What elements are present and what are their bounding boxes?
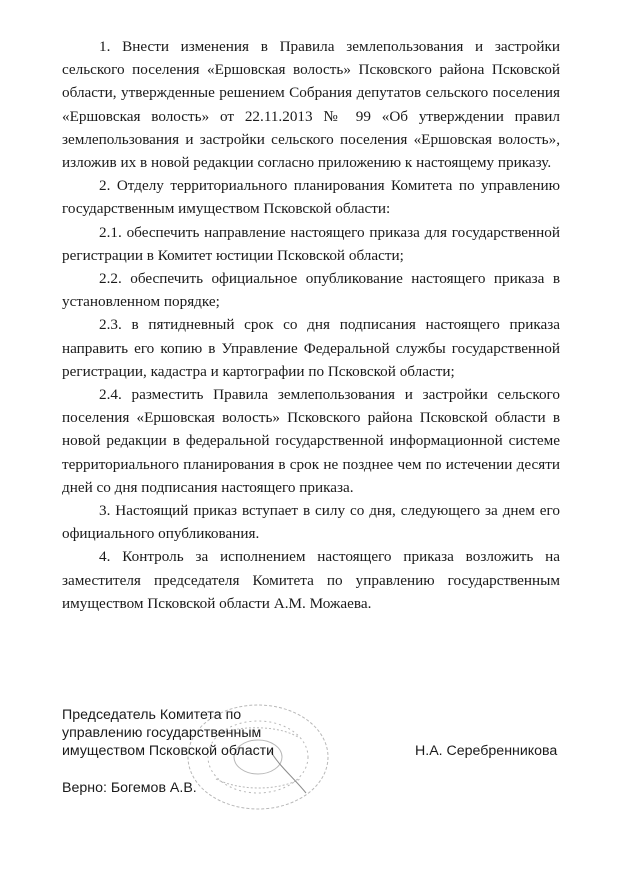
paragraph-4: 4. Контроль за исполнением настоящего приказа возложить на заместителя председателя Комитета по управлению государственным имуществом Псковской области А.М. Можаева. [62,548,560,612]
signer-name: Н.А. Серебренникова [415,743,558,759]
paragraph-2-2: 2.2. обеспечить официальное опубликование настоящего приказа в установленном порядке; [62,270,560,311]
position-line-2: управлению государственным [62,725,262,741]
paragraph-3: 3. Настоящий приказ вступает в силу со дня, следующего за днем его официального опубликования. [62,502,560,543]
document-body [62,35,560,615]
position-line-3: имуществом Псковской области [62,743,275,759]
signatory-position [62,706,274,760]
paragraph-1: 1. Внести изменения в Правила землепользования и застройки сельского поселения «Ершовская волость» Псковского района Псковской области, утвержденные решением Собрания депутатов сельского поселения «Ершовская волость» от 22.11.2013 № 99 «Об утверждении правил землепользования и застройки сельского поселения «Ершовская волость», изложив их в новой редакции согласно приложению к настоящему приказу. [62,38,560,172]
paragraph-2-3: 2.3. в пятидневный срок со дня подписания настоящего приказа направить его копию в Управление Федеральной службы государственной регистрации, кадастра и картографии по Псковской области; [62,316,560,380]
verified-by: Верно: Богемов А.В. [62,780,197,796]
paragraph-2: 2. Отделу территориального планирования Комитета по управлению государственным имуществом Псковской области: [62,177,560,218]
paragraph-2-4: 2.4. разместить Правила землепользования и застройки сельского поселения «Ершовская волость» Псковского района Псковской области в новой редакции в федеральной государственной информационной системе территориального планирования в срок не позднее чем по истечении десяти дней со дня подписания настоящего приказа. [62,386,560,496]
paragraph-2-1: 2.1. обеспечить направление настоящего приказа для государственной регистрации в Комитет юстиции Псковской области; [62,223,560,264]
position-line-1: Председатель Комитета по [62,707,242,723]
